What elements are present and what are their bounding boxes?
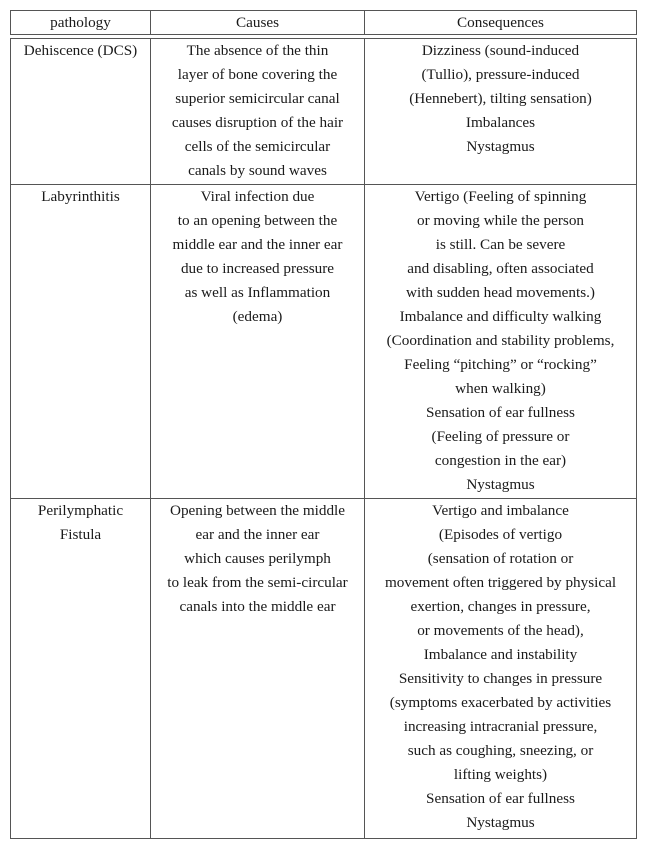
cell-causes [151,499,365,838]
cell-text-line: (symptoms exacerbated by activities [389,694,612,711]
cell-text-line: Fistula [59,526,102,543]
cell-text-line: Vertigo and imbalance [432,502,569,519]
cell-text-line: movement often triggered by physical [384,574,617,591]
cell-text-line: congestion in the ear) [434,452,567,469]
cell-causes [151,39,365,184]
cell-text-line: or moving while the person [416,212,585,229]
cell-text-line: Imbalance and instability [423,646,578,663]
cell-text-line: Vertigo (Feeling of spinning [414,188,587,205]
cell-text-line: (Feeling of pressure or [431,428,570,445]
cell-pathology [11,499,151,838]
cell-text-line: Labyrinthitis [41,188,120,205]
cell-text-line: to leak from the semi-circular [167,574,348,591]
cell-text-line: Feeling “pitching” or “rocking” [404,356,597,373]
cell-text-line: superior semicircular canal [175,90,340,107]
cell-consequences [365,185,636,498]
cell-text-line: causes disruption of the hair [171,114,344,131]
cell-consequences [365,39,636,184]
cell-text-line: (Episodes of vertigo [438,526,563,543]
cell-text-line: ear and the inner ear [195,526,320,543]
cell-text-line: (sensation of rotation or [427,550,574,567]
cell-text-line: due to increased pressure [180,260,335,277]
cell-text-line: (Hennebert), tilting sensation) [409,90,592,107]
cell-text-line: (Tullio), pressure-induced [421,66,580,83]
cell-text-line: with sudden head movements.) [406,284,595,301]
cell-pathology [11,39,151,184]
cell-text-line: Nystagmus [466,476,535,493]
cell-text-line: Sensitivity to changes in pressure [398,670,603,687]
cell-text-line: increasing intracranial pressure, [403,718,598,735]
cell-text-line: as well as Inflammation [184,284,331,301]
cell-text-line: Sensation of ear fullness [426,790,575,807]
cell-text-line: Viral infection due [200,188,315,205]
cell-pathology [11,185,151,498]
cell-text-line: which causes perilymph [184,550,331,567]
header-consequences: Consequences [457,14,544,31]
cell-text-line: (edema) [232,308,283,325]
pathology-table [10,10,637,839]
cell-text-line: canals by sound waves [188,162,327,179]
cell-text-line: and disabling, often associated [407,260,594,277]
cell-text-line: Imbalances [465,114,536,131]
cell-text-line: Dizziness (sound-induced [421,42,580,59]
table-body [10,38,637,839]
cell-consequences [365,499,636,838]
cell-text-line: Opening between the middle [169,502,346,519]
cell-text-line: Nystagmus [466,814,535,831]
cell-text-line: Perilymphatic [37,502,124,519]
table-row [10,184,637,498]
cell-text-line: middle ear and the inner ear [172,236,343,253]
header-pathology: pathology [11,11,151,34]
table-row [10,498,637,838]
cell-text-line: Imbalance and difficulty walking [399,308,602,325]
cell-text-line: is still. Can be severe [435,236,566,253]
cell-text-line: Nystagmus [466,138,535,155]
table-row [10,39,637,184]
header-causes: Causes [151,11,365,34]
cell-text-line: lifting weights) [453,766,548,783]
cell-text-line: when walking) [455,380,546,397]
cell-text-line: Dehiscence (DCS) [23,42,138,59]
cell-text-line: cells of the semicircular [184,138,331,155]
table-header-row [10,10,637,35]
cell-text-line: (Coordination and stability problems, [386,332,615,349]
cell-text-line: or movements of the head), [417,622,584,639]
cell-text-line: Sensation of ear fullness [426,404,575,421]
cell-text-line: exertion, changes in pressure, [410,598,591,615]
cell-causes [151,185,365,498]
cell-text-line: The absence of the thin [186,42,329,59]
cell-text-line: such as coughing, sneezing, or [407,742,594,759]
cell-text-line: to an opening between the [177,212,338,229]
cell-text-line: layer of bone covering the [177,66,338,83]
cell-text-line: canals into the middle ear [179,598,336,615]
